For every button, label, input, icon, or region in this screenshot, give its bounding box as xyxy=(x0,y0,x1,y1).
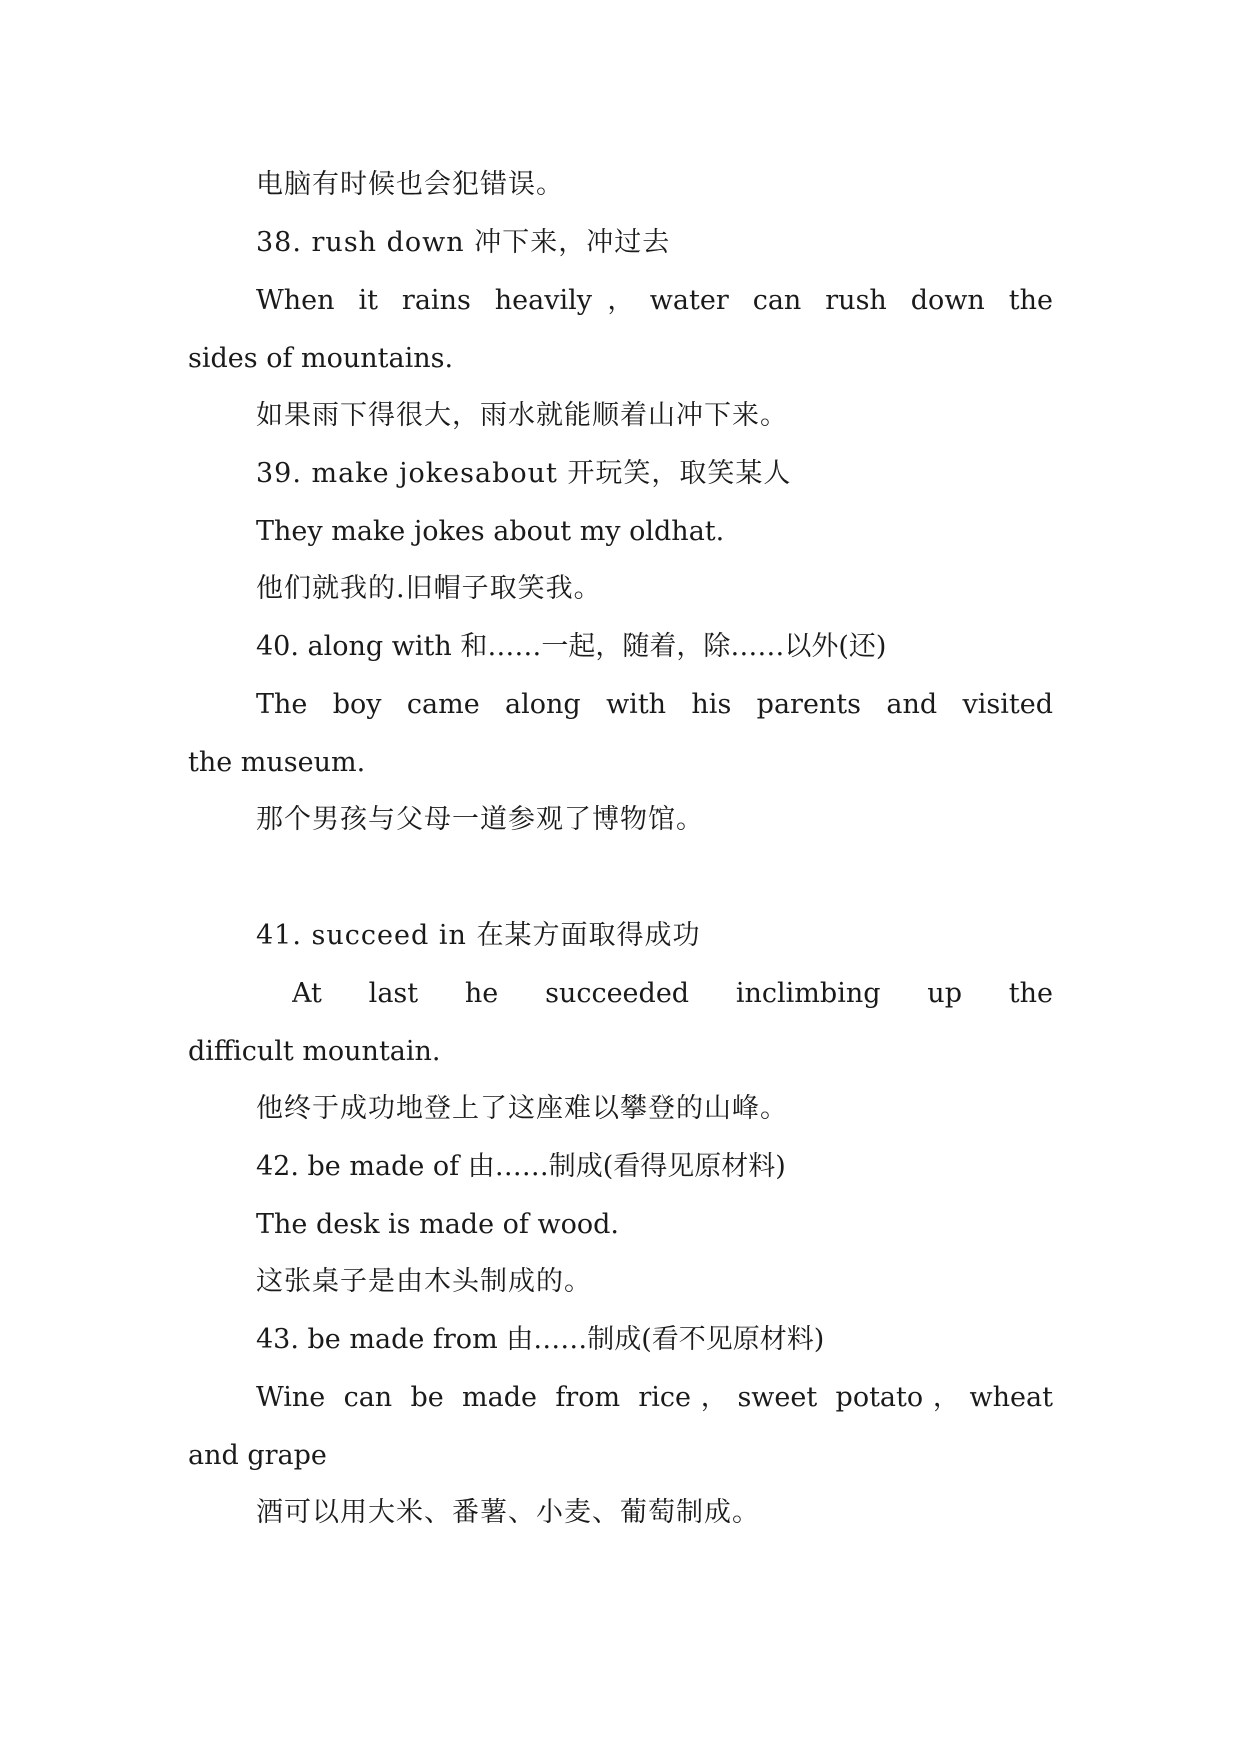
example-40-en-part2: the museum. xyxy=(188,747,366,778)
example-39-cn: 他们就我的.旧帽子取笑我。 xyxy=(256,573,602,604)
example-43-en-part1: Wine can be made from rice，sweet potato，wheat xyxy=(256,1382,1053,1413)
heading-38-rush-down: 38. rush down 冲下来，冲过去 xyxy=(256,227,671,258)
heading-43-be-made-from: 43. be made from 由……制成(看不见原材料) xyxy=(256,1324,825,1355)
example-42-en: The desk is made of wood. xyxy=(256,1209,619,1240)
example-38-en-part2: sides of mountains. xyxy=(188,343,454,374)
example-41-cn: 他终于成功地登上了这座难以攀登的山峰。 xyxy=(256,1093,788,1124)
example-39-en: They make jokes about my oldhat. xyxy=(256,516,725,547)
example-43-cn: 酒可以用大米、番薯、小麦、葡萄制成。 xyxy=(256,1497,760,1528)
example-41-en-part1: At last he succeeded inclimbing up the xyxy=(292,978,1053,1009)
heading-41-succeed-in: 41. succeed in 在某方面取得成功 xyxy=(256,920,701,951)
heading-40-along-with: 40. along with 和……一起，随着，除……以外(还) xyxy=(256,631,887,662)
example-38-cn: 如果雨下得很大，雨水就能顺着山冲下来。 xyxy=(256,400,788,431)
example-38-en-part1: When it rains heavily，water can rush down the xyxy=(256,285,1053,316)
heading-39-make-jokes-about: 39. make jokesabout 开玩笑，取笑某人 xyxy=(256,458,792,489)
text-line-computer-mistakes-cn: 电脑有时候也会犯错误。 xyxy=(256,169,564,200)
heading-42-be-made-of: 42. be made of 由……制成(看得见原材料) xyxy=(256,1151,786,1182)
example-42-cn: 这张桌子是由木头制成的。 xyxy=(256,1266,592,1297)
example-40-cn: 那个男孩与父母一道参观了博物馆。 xyxy=(256,804,704,835)
example-41-en-part2: difficult mountain. xyxy=(188,1036,441,1067)
example-40-en-part1: The boy came along with his parents and visited xyxy=(256,689,1053,720)
example-43-en-part2: and grape xyxy=(188,1440,327,1471)
